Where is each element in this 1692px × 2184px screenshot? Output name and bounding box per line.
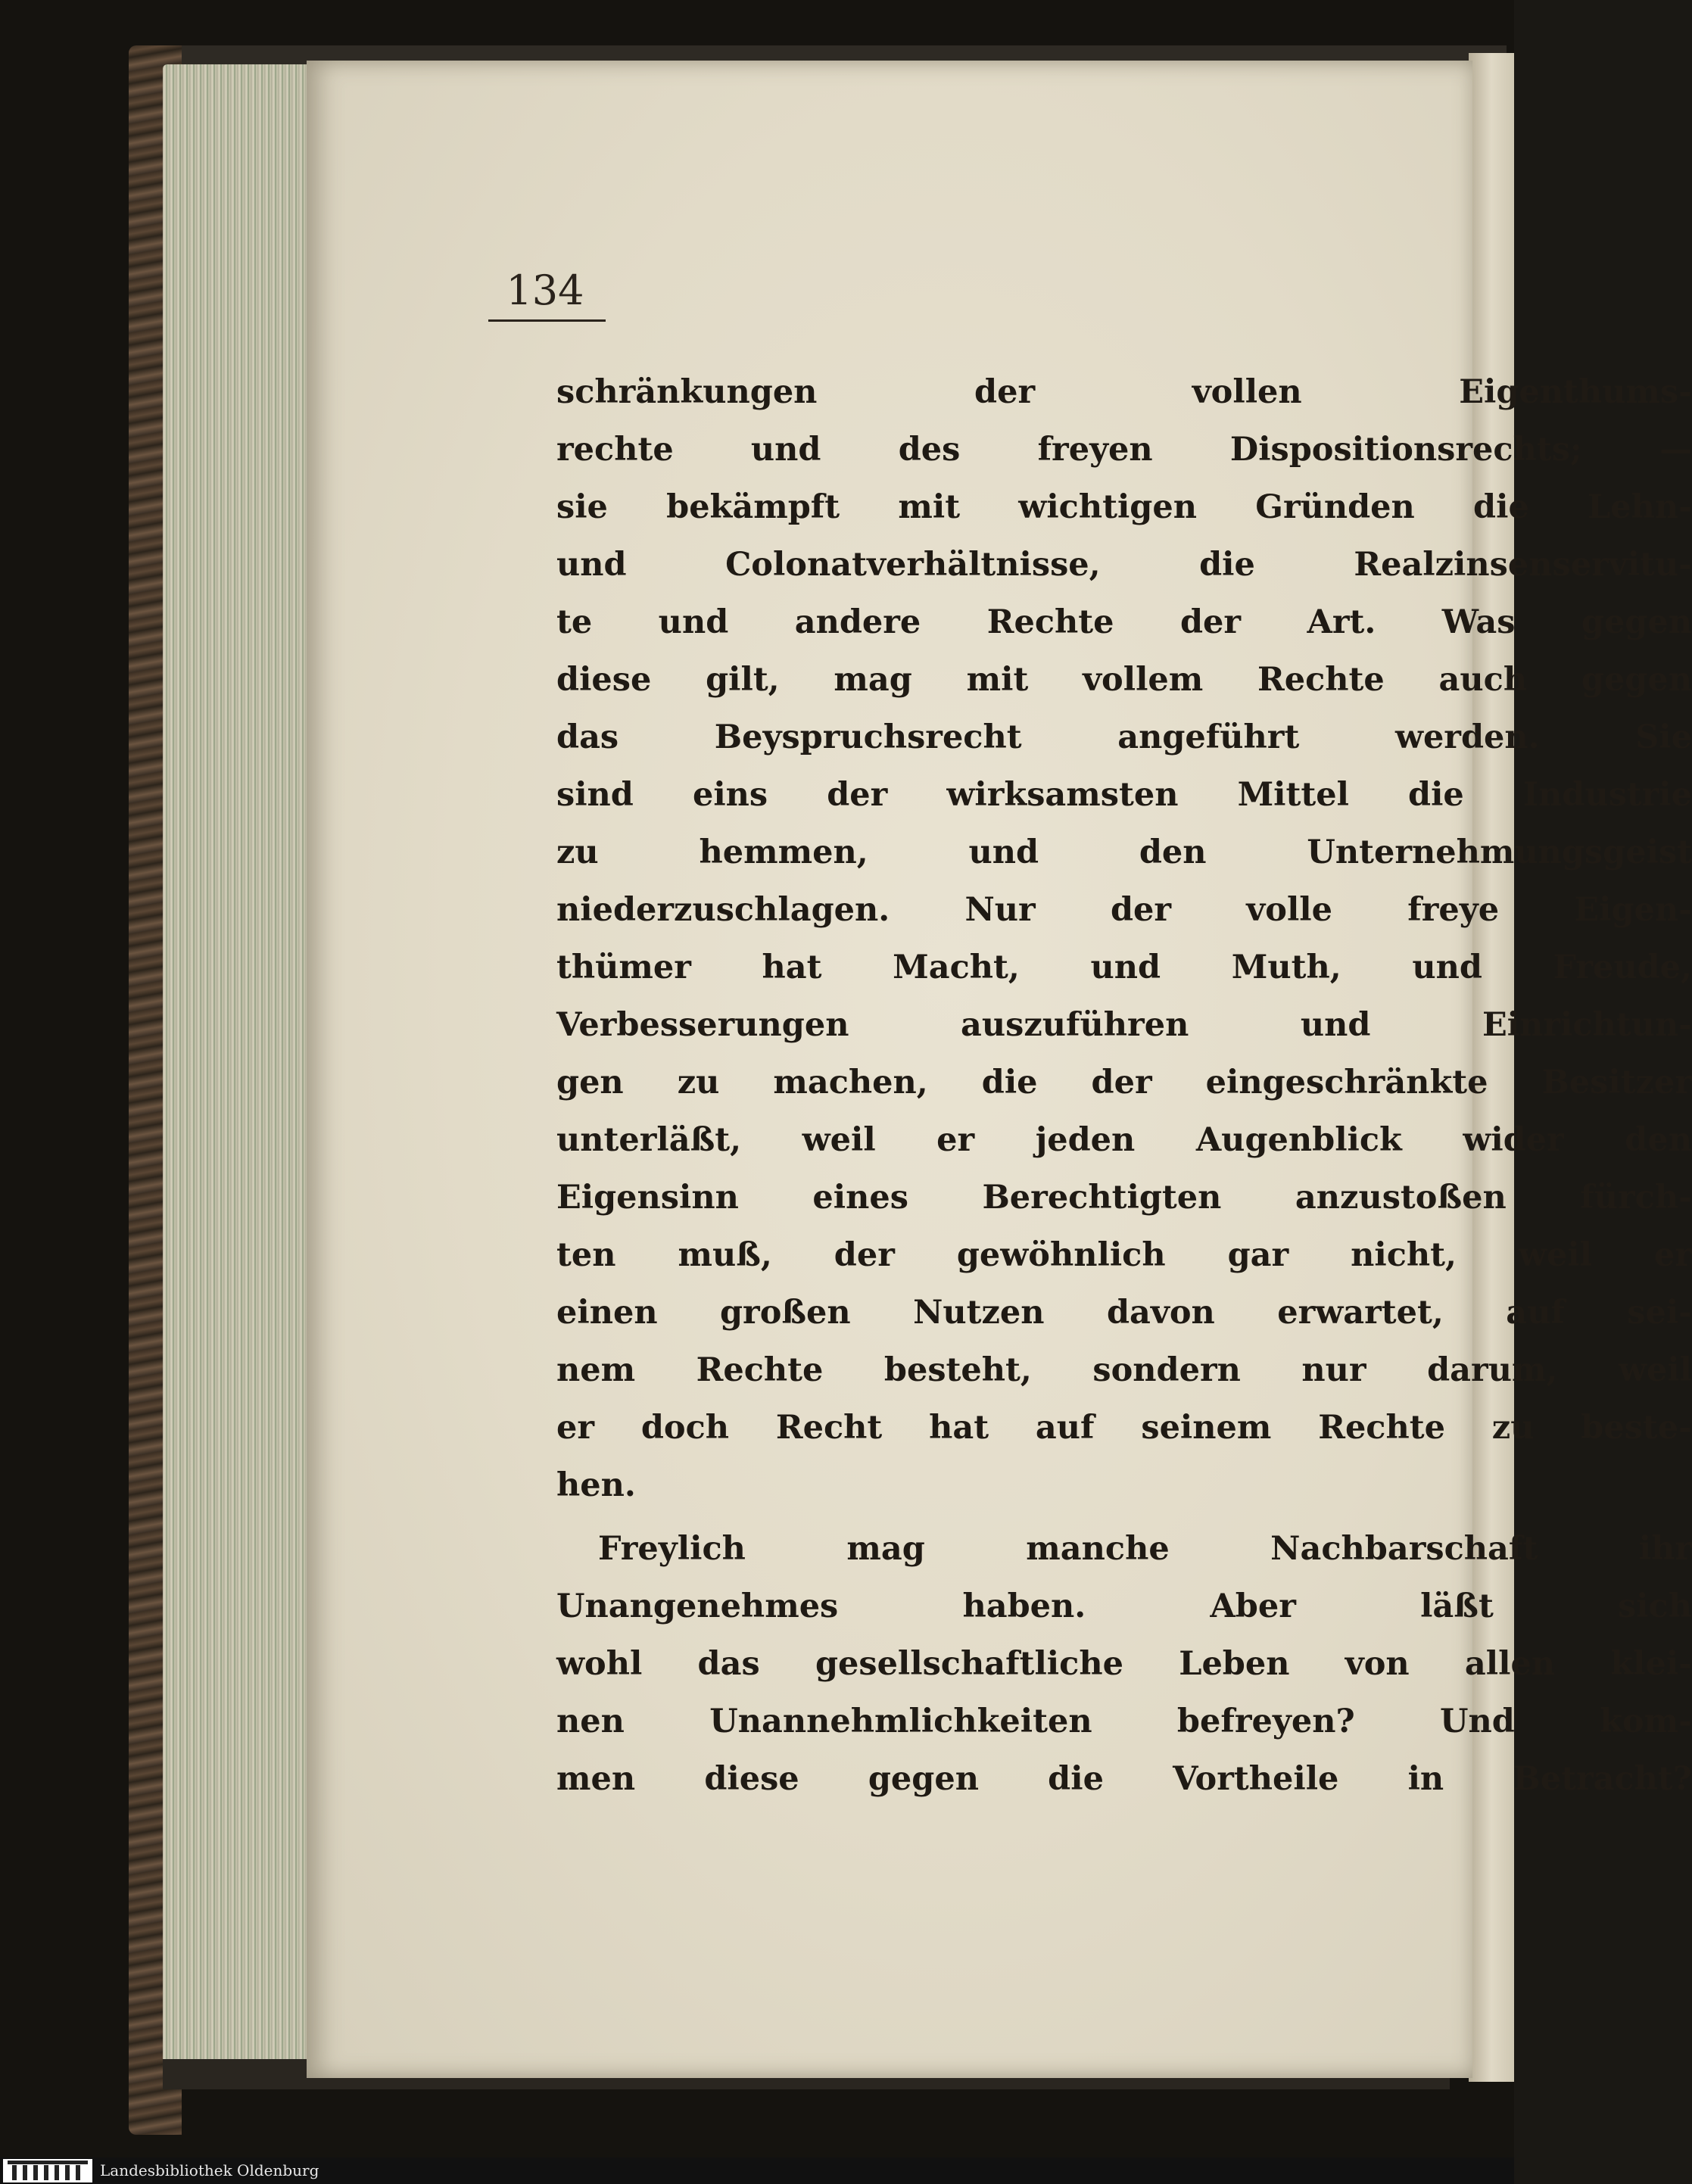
body-text: [556, 363, 1692, 1808]
text-line: nem Rechte besteht, sondern nur darum, weil: [556, 1351, 1692, 1389]
text-line: sind eins der wirksamsten Mittel die Industrie: [556, 776, 1692, 814]
text-line: Verbesserungen auszuführen und Einrichtun-: [556, 1006, 1692, 1044]
text-line: niederzuschlagen. Nur der volle freye Eigen-: [556, 891, 1692, 929]
text-line: thümer hat Macht, und Muth, und Freude,: [556, 949, 1692, 986]
text-line: rechte und des freyen Dispositionsrechts; —: [556, 431, 1692, 469]
text-line: und Colonatverhältnisse, die Realzinsenservitu-: [556, 546, 1692, 584]
text-line: das Beyspruchsrecht angeführt werden. Sie: [556, 718, 1692, 756]
text-line: gen zu machen, die der eingeschränkte Besitzer: [556, 1064, 1692, 1101]
text-line: zu hemmen, und den Unternehmungsgeist: [556, 833, 1692, 871]
text-line: schränkungen der vollen Eigenthums-: [556, 373, 1692, 411]
text-line: diese gilt, mag mit vollem Rechte auch gegen: [556, 661, 1692, 699]
text-line: men diese gegen die Vortheile in Betracht?: [556, 1760, 1692, 1798]
text-line: er doch Recht hat auf seinem Rechte zu beste-: [556, 1409, 1692, 1447]
page-edges: [163, 64, 310, 2078]
page-number: 134: [506, 266, 584, 314]
text-line: Eigensinn eines Berechtigten anzustoßen fürch-: [556, 1179, 1692, 1217]
book-page: [307, 61, 1692, 2078]
text-line: nen Unannehmlichkeiten befreyen? Und kom-: [556, 1703, 1692, 1740]
text-line: hen.: [556, 1466, 636, 1504]
text-line: Unangenehmes haben. Aber läßt sich: [556, 1587, 1692, 1625]
text-line: Freylich mag manche Nachbarschaft ihr: [598, 1530, 1692, 1568]
text-line: ten muß, der gewöhnlich gar nicht, weil er: [556, 1236, 1692, 1274]
page-number-rule: [488, 319, 606, 322]
library-name: Landesbibliothek Oldenburg: [100, 2161, 319, 2179]
text-line: sie bekämpft mit wichtigen Gründen die Lehn-: [556, 488, 1692, 526]
text-line: te und andere Rechte der Art. Was gegen: [556, 603, 1692, 641]
text-line: wohl das gesellschaftliche Leben von allen klei-: [556, 1645, 1692, 1683]
text-line: unterläßt, weil er jeden Augenblick wider den: [556, 1121, 1692, 1159]
library-logo-icon: [3, 2159, 92, 2182]
text-line: einen großen Nutzen davon erwartet, auf sei-: [556, 1294, 1692, 1332]
